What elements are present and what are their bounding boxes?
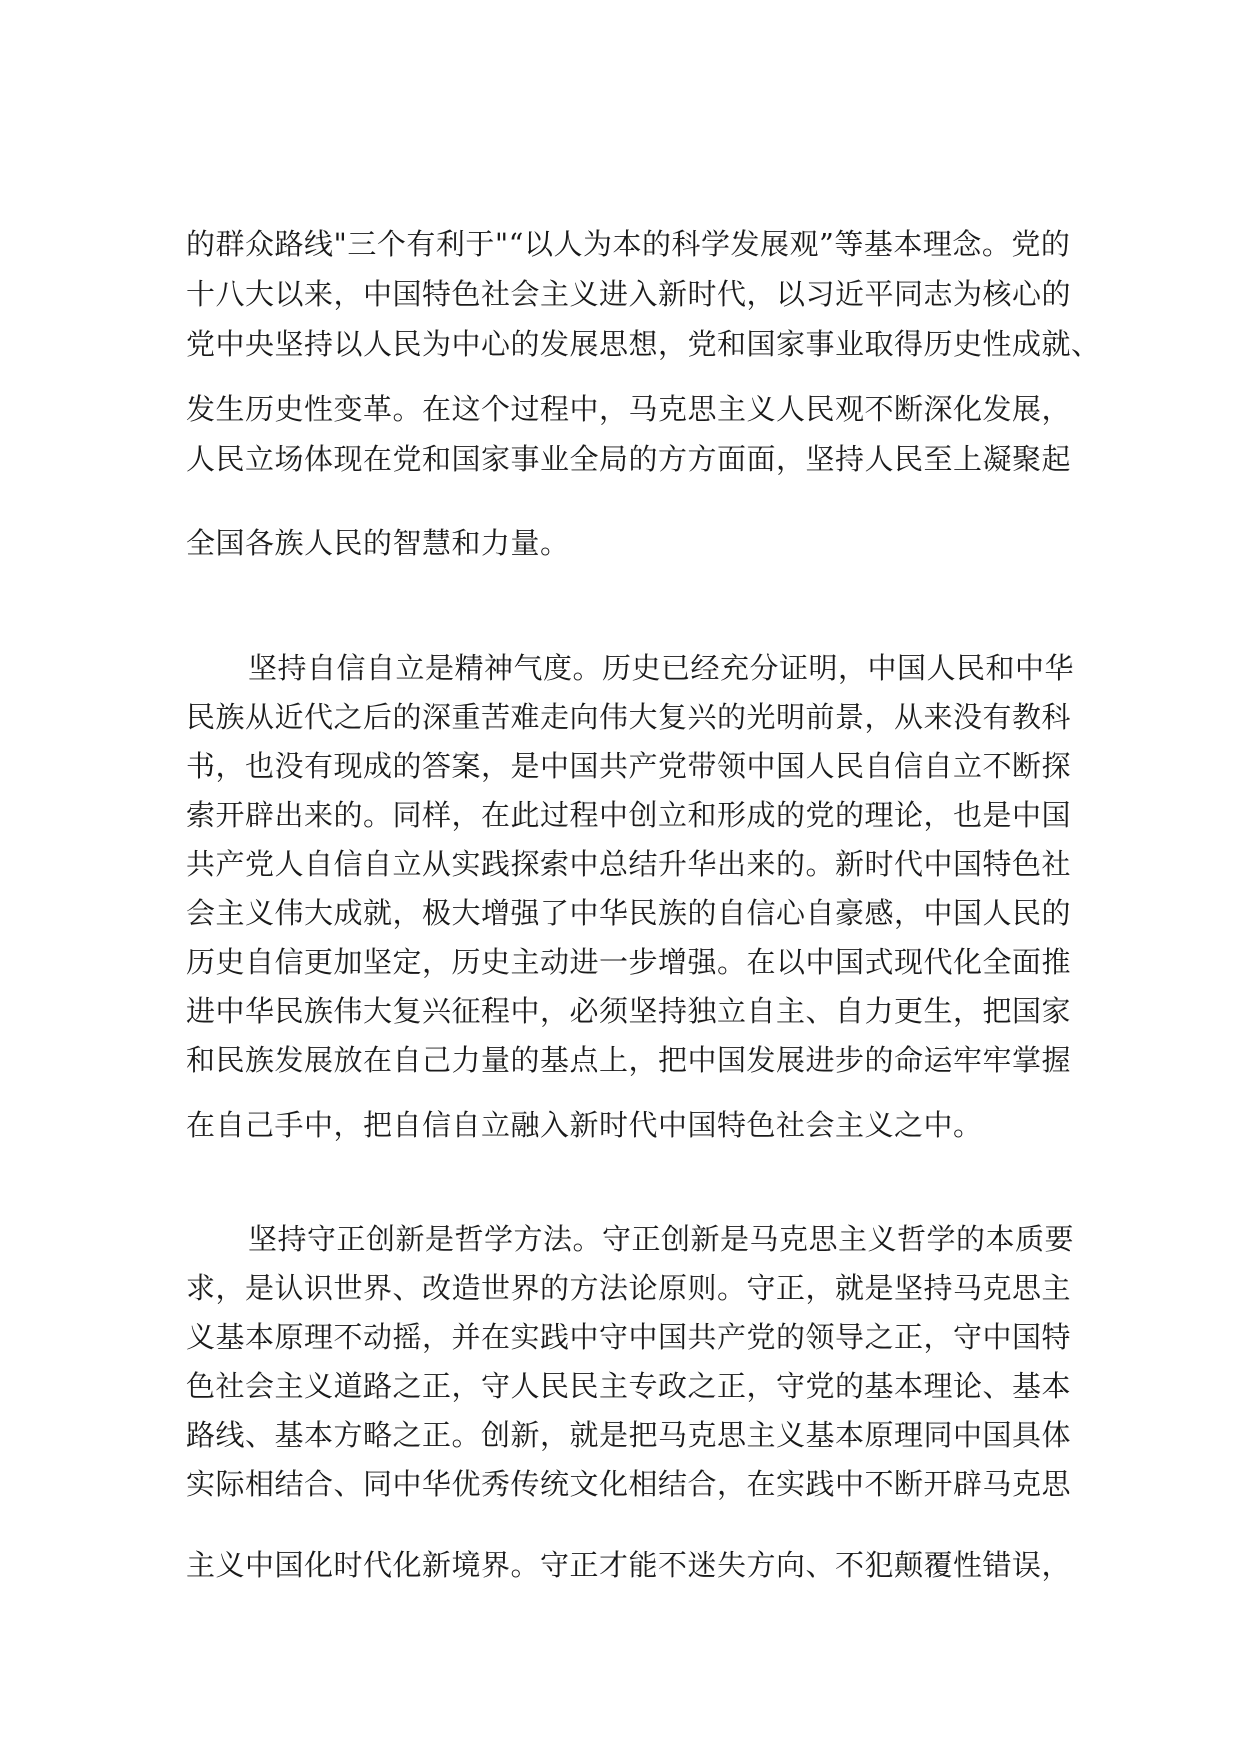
paragraph-first-line: 坚持守正创新是哲学方法。守正创新是马克思主义哲学的本质要 [248, 1222, 1075, 1256]
text-line: 在自己手中，把自信自立融入新时代中国特色社会主义之中。 [186, 1108, 983, 1142]
paragraph-first-line: 坚持自信自立是精神气度。历史已经充分证明，中国人民和中华 [248, 651, 1075, 685]
text-line: 进中华民族伟大复兴征程中，必须坚持独立自主、自力更生，把国家 [186, 994, 1072, 1028]
text-line: 全国各族人民的智慧和力量。 [186, 526, 570, 560]
text-line: 路线、基本方略之正。创新，就是把马克思主义基本原理同中国具体 [186, 1418, 1072, 1452]
text-line: 实际相结合、同中华优秀传统文化相结合，在实践中不断开辟马克思 [186, 1467, 1072, 1501]
text-line: 索开辟出来的。同样，在此过程中创立和形成的党的理论，也是中国 [186, 798, 1072, 832]
text-line: 主义中国化时代化新境界。守正才能不迷失方向、不犯颠覆性错误， [186, 1548, 1072, 1582]
text-line: 义基本原理不动摇，并在实践中守中国共产党的领导之正，守中国特 [186, 1320, 1072, 1354]
text-line: 书，也没有现成的答案，是中国共产党带领中国人民自信自立不断探 [186, 749, 1072, 783]
text-line: 和民族发展放在自己力量的基点上，把中国发展进步的命运牢牢掌握 [186, 1043, 1072, 1077]
text-line: 的群众路线"三个有利于"“以人为本的科学发展观”等基本理念。党的 [186, 227, 1071, 261]
text-line: 求，是认识世界、改造世界的方法论原则。守正，就是坚持马克思主 [186, 1271, 1072, 1305]
text-line: 会主义伟大成就，极大增强了中华民族的自信心自豪感，中国人民的 [186, 896, 1072, 930]
text-line: 历史自信更加坚定，历史主动进一步增强。在以中国式现代化全面推 [186, 945, 1072, 979]
text-line: 民族从近代之后的深重苦难走向伟大复兴的光明前景，从来没有教科 [186, 700, 1072, 734]
text-line: 共产党人自信自立从实践探索中总结升华出来的。新时代中国特色社 [186, 847, 1072, 881]
text-line: 色社会主义道路之正，守人民民主专政之正，守党的基本理论、基本 [186, 1369, 1072, 1403]
text-line: 十八大以来，中国特色社会主义进入新时代，以习近平同志为核心的 [186, 277, 1072, 311]
text-line: 发生历史性变革。在这个过程中，马克思主义人民观不断深化发展， [186, 392, 1072, 426]
text-line: 人民立场体现在党和国家事业全局的方方面面，坚持人民至上凝聚起 [186, 442, 1072, 476]
text-line: 党中央坚持以人民为中心的发展思想，党和国家事业取得历史性成就、 [186, 327, 1101, 361]
